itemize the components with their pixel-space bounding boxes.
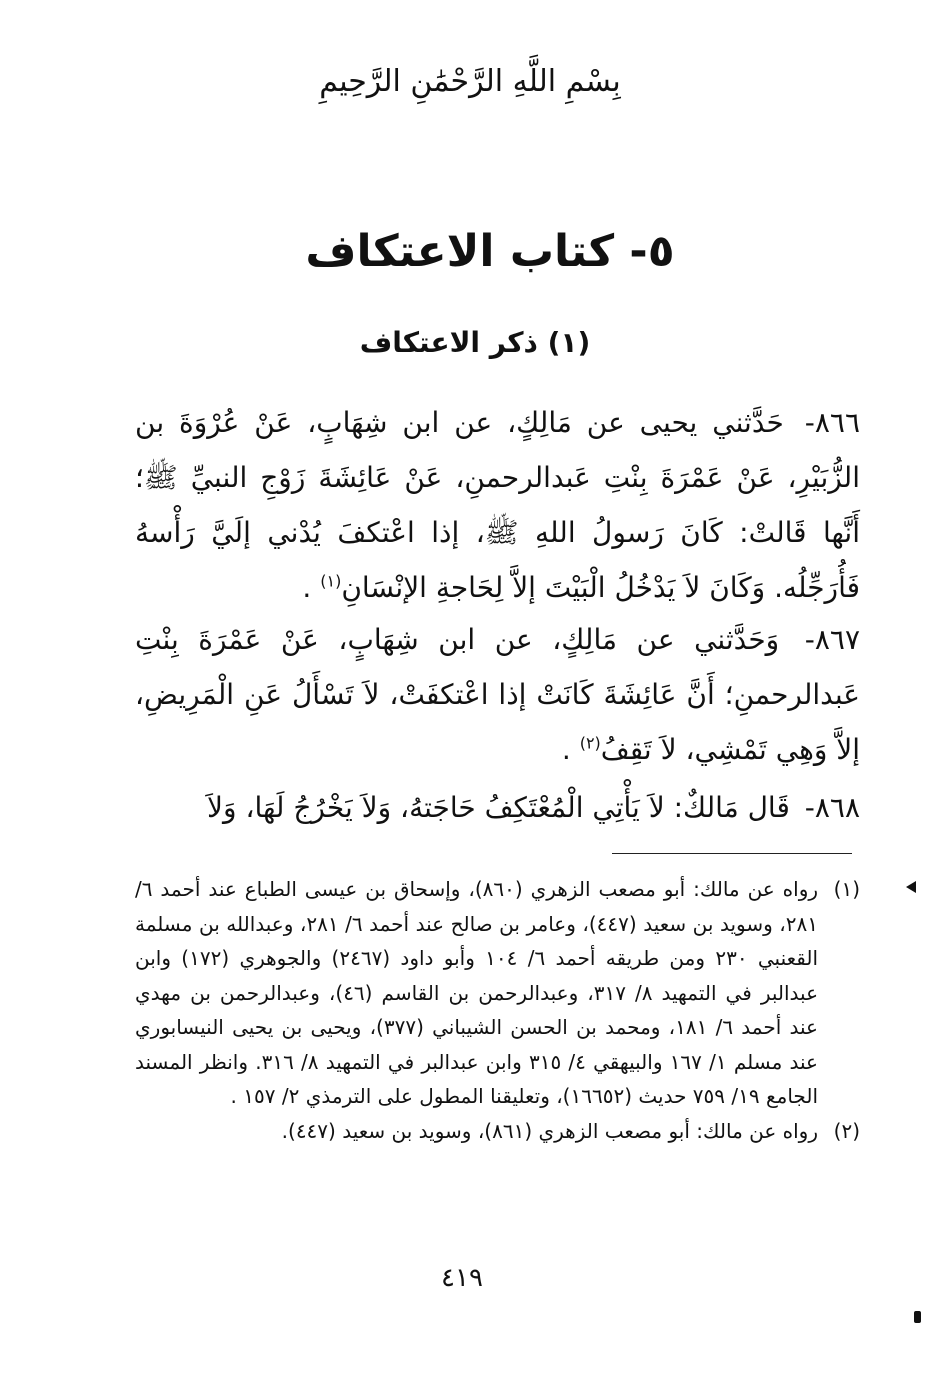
hadith-number: ٨٦٧- [804,623,860,656]
hadith-867 [135,612,860,777]
footnote-number: (١) [833,877,860,901]
chapter-title: (١) ذكر الاعتكاف [359,326,591,359]
hadith-868 [135,780,860,835]
hadith-number: ٨٦٨- [804,791,860,824]
footnote-1 [135,872,860,1114]
footnote-text: رواه عن مالك: أبو مصعب الزهري (٨٦٠)، وإسحاق بن عيسى الطباع عند أحمد ٦/ ٢٨١، وسويد بن سعيد (٤٤٧)، وعامر بن صالح عند أحمد ٦/ ٢٨١، وعبدالله بن مسلمة القعنبي ٢٣٠ ومن طريقه أحمد ٦/ ١٠٤ وأبو داود (٢٤٦٧) والجوهري (١٧٢) وابن عبدالبر في التمهيد ٨/ ٣١٧، وعبدالرحمن بن القاسم (٤٦)، وعبدالرحمن بن مهدي عند أحمد ٦/ ١٨١، ومحمد بن الحسن الشيباني (٣٧٧)، ويحيى بن يحيى النيسابوري عند مسلم ١/ ١٦٧ والبيهقي ٤/ ٣١٥ وابن عبدالبر في التمهيد ٨/ ٣١٦. وانظر المسند الجامع ١٩/ ٧٥٩ حديث (١٦٦٥٢)، وتعليقنا المطول على الترمذي ٢/ ١٥٧ . [135,877,819,1108]
hadith-text: قَال مَالكٌ: لاَ يَأْتِي الْمُعْتَكِفُ حَاجَتهُ، وَلاَ يَخْرُجُ لَهَا، وَلاَ [207,791,790,824]
footnote-ref-2[interactable]: (٢) [579,733,601,753]
hadith-tail: . [561,733,580,766]
book-title: ٥- كتاب الاعتكاف [305,226,675,277]
hadith-text: وَحَدَّثني عن مَالِكٍ، عن ابن شِهَابٍ، عَنْ عَمْرَةَ بِنْتِ عَبدالرحمنِ؛ أَنَّ عَائِشَةَ كَانَتْ إذا اعْتكفَتْ، لاَ تَسْأَلُ عَنِ الْمَرِيضِ، إلاَّ وَهِي تَمْشِي، لاَ تَقِفُ [135,623,860,766]
margin-dot-mark [914,1311,921,1323]
basmala-header: بِسْمِ اللَّهِ الرَّحْمَٰنِ الرَّحِيمِ [319,64,621,99]
margin-arrow-mark [906,881,916,893]
hadith-number: ٨٦٦- [804,406,860,439]
footnote-2 [135,1114,860,1149]
footnote-separator [612,853,852,854]
footnote-number: (٢) [833,1118,860,1143]
hadith-tail: . [302,571,321,604]
footnote-text: رواه عن مالك: أبو مصعب الزهري (٨٦١)، وسويد بن سعيد (٤٤٧). [281,1118,818,1143]
page-number: ٤١٩ [441,1263,483,1293]
footnote-ref-1[interactable]: (١) [320,571,342,591]
hadith-text: حَدَّثني يحيى عن مَالِكٍ، عن ابن شِهَابٍ، عَنْ عُرْوَةَ بن الزُّبَيْرِ، عَنْ عَمْرَةَ بِنْتِ عَبدالرحمنِ، عَنْ عَائِشَةَ زَوْجِ النبيِّ ﷺ؛ أَنَّها قَالتْ: كَانَ رَسولُ اللهِ ﷺ، إذا اعْتكفَ يُدْني إلَيَّ رَأْسهُ فَأُرَجِّلُه. وَكَانَ لاَ يَدْخُلُ الْبَيْتَ إلاَّ لِحَاجةِ الإنْسَانِ [135,406,860,604]
hadith-866 [135,395,860,615]
footnotes [135,872,860,1148]
